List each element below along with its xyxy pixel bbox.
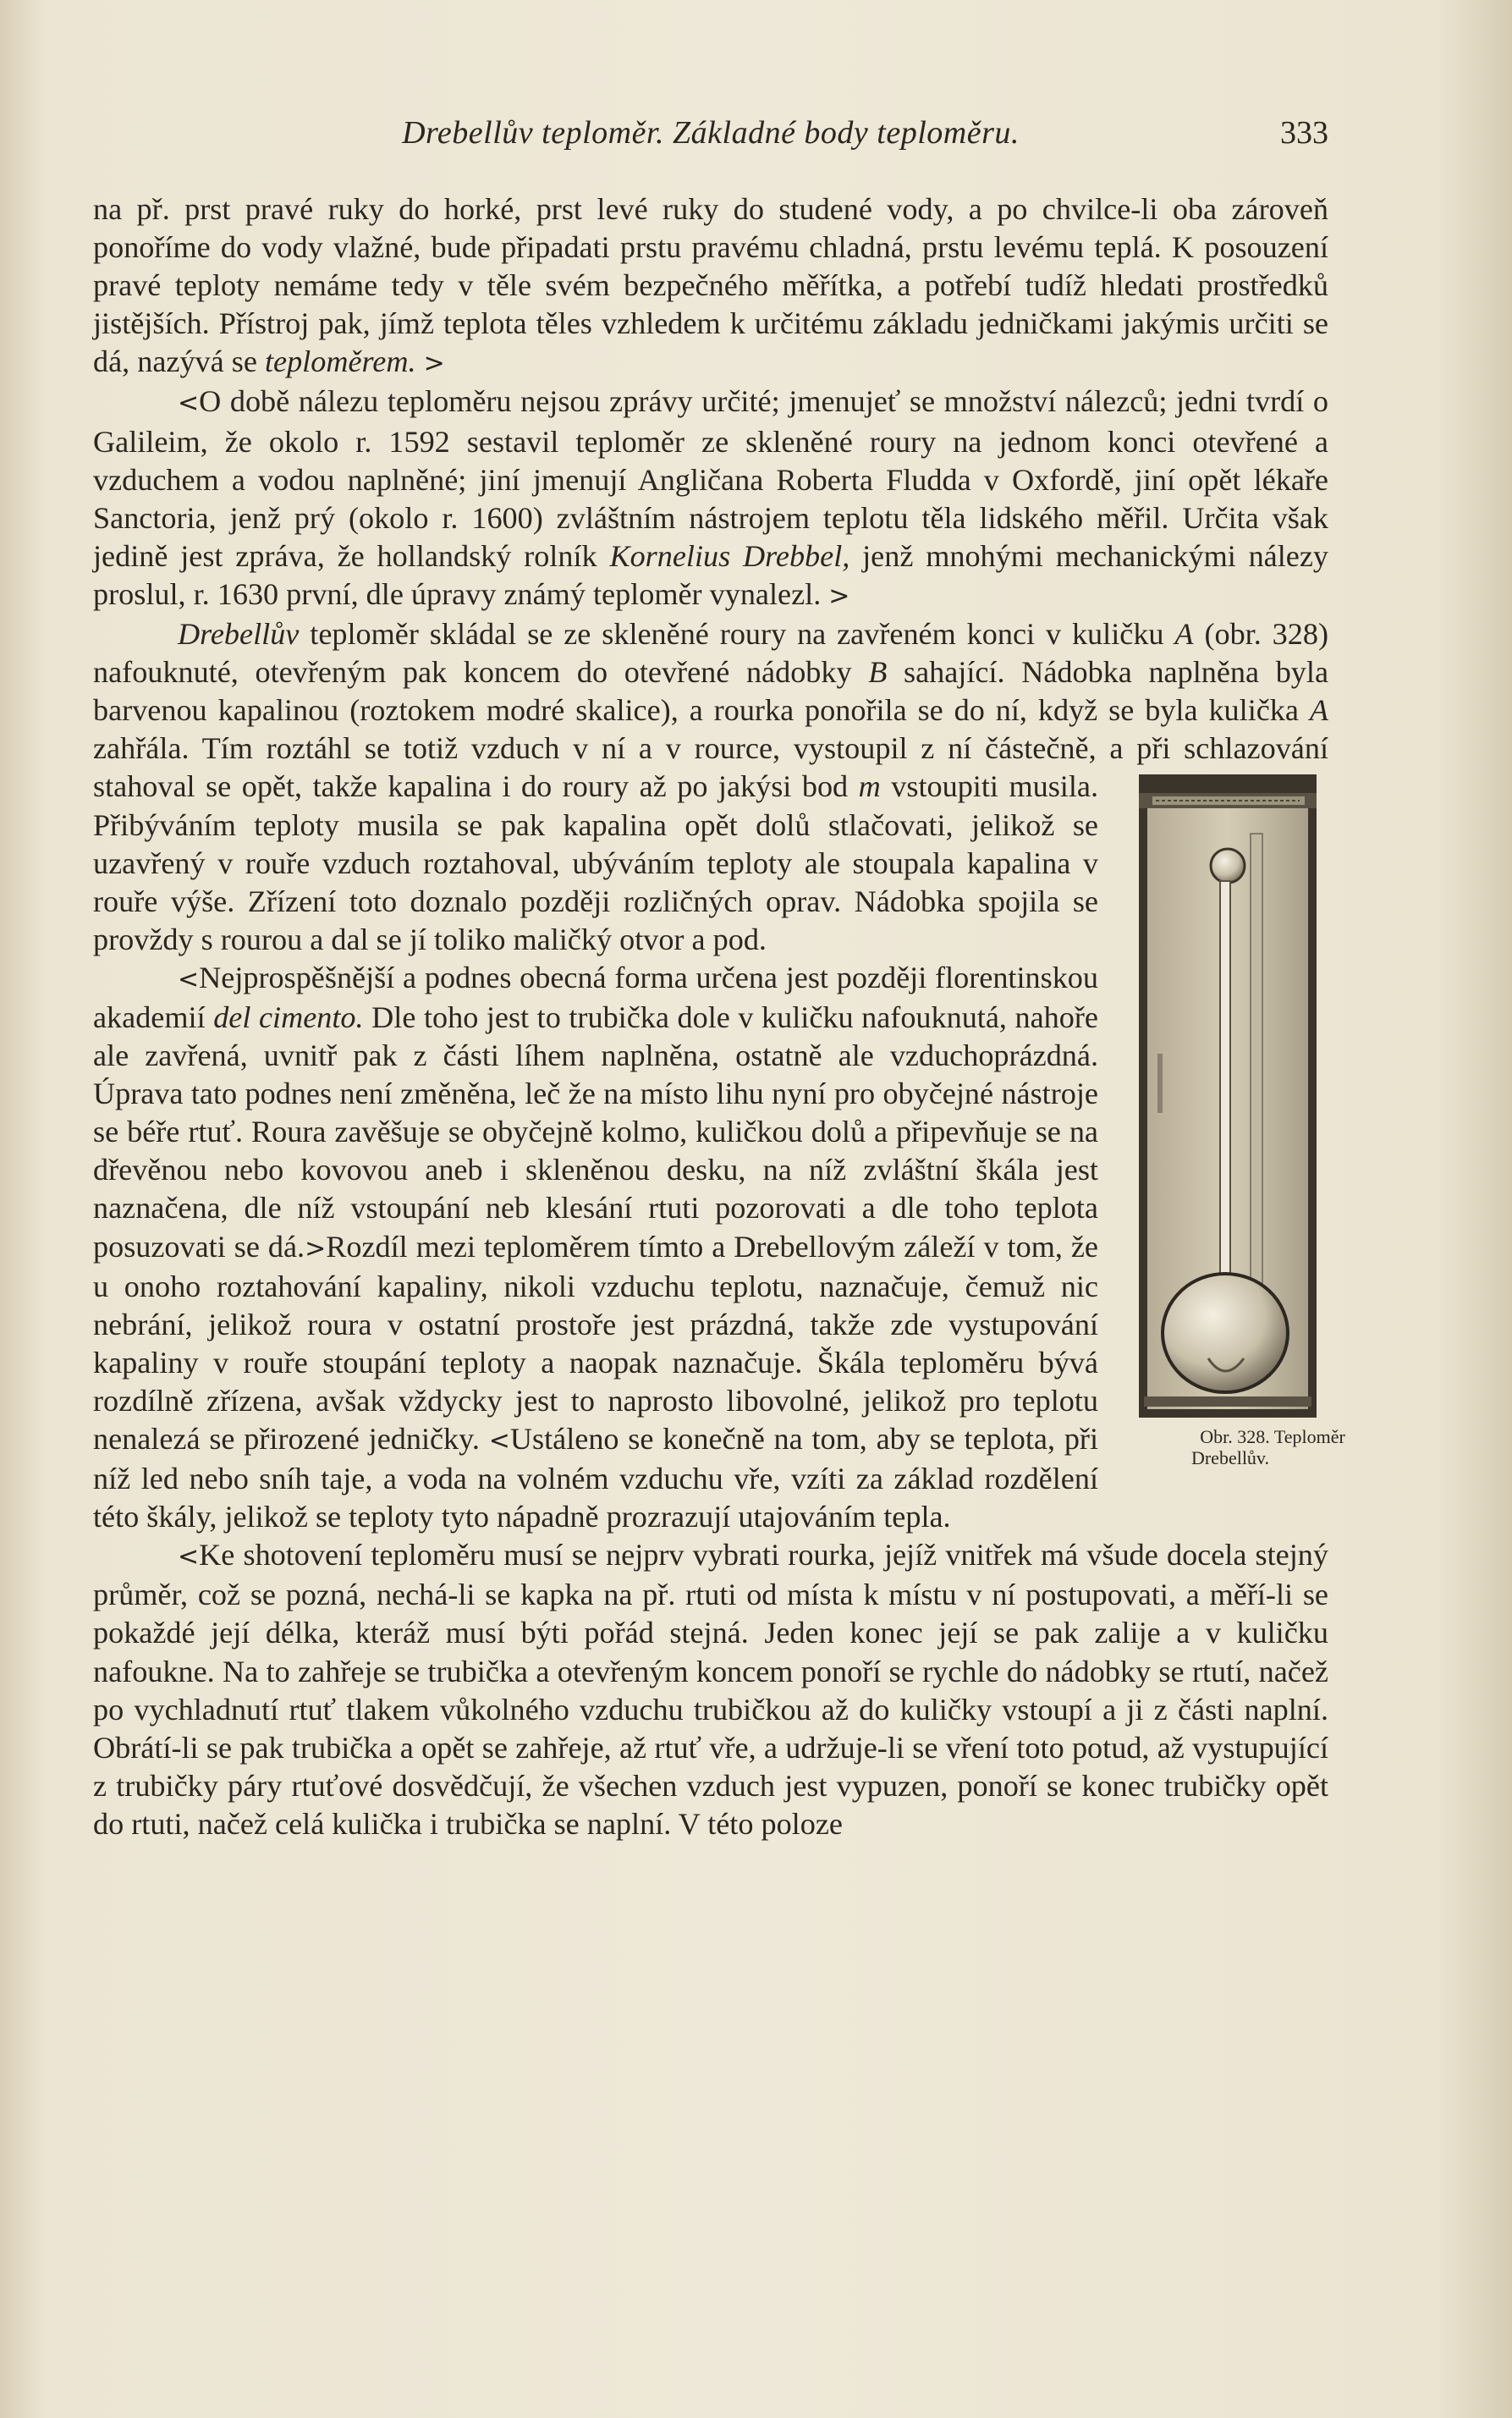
label-b: B <box>868 655 888 690</box>
figure-caption: Obr. 328. Teploměr Drebellův. <box>1190 1426 1345 1469</box>
open-mark: < <box>178 388 200 419</box>
paragraph-3-a: teploměr skládal se ze skleněné roury na zavřeném konci v kuličku <box>310 617 1164 652</box>
body-text <box>93 190 1345 1843</box>
thermometer-illustration <box>1132 774 1328 1418</box>
close-mark-2: > <box>828 581 850 611</box>
paragraph-2-text: O době nálezu teploměru nejsou zprávy určité; jmenujeť se množství nálezců; jedni tvrdí o Galileim, že okolo r. 1592 sestavil teploměr ze skleněné roury na jednom konci otevřené a vzduchem a vodou naplněné; jiní jmenují Angličana Roberta Fludda v Oxfordě, jiní opět lékaře Sanctoria, jenž prý (okolo r. 1600) zvláštním nástrojem teplotu těla lidského měřil. Určita však jedině jest zpráva, že hollandský rolník <box>93 384 1328 573</box>
term-teplomer: teploměrem. <box>264 344 416 379</box>
paragraph-4-c: Rozdíl mezi teploměrem tímto a Drebellovým záleží v tom, že u onoho roztahování kapaliny, nikoli vzduchu teplotu, naznačuje, čemuž nic nebrání, jelikož roura v ostatní prostoře jest prázdná, takže zde vystupování kapaliny v rouře stoupání teploty a naopak naznačuje. Škála teploměru bývá rozdílně zřízena, avšak vždycky jest to naprosto libovolné, jelikož pro teplotu nenalezá se přirozené jedničky. <box>93 1229 1098 1456</box>
base <box>1144 1396 1311 1407</box>
paragraph-2 <box>93 383 1328 615</box>
name-drebbel: Kornelius Drebbel, <box>609 538 850 573</box>
label-a: A <box>1174 617 1194 652</box>
paragraph-5 <box>93 1536 1328 1843</box>
paragraph-1-text: na př. prst pravé ruky do horké, prst levé ruky do studené vody, a po chvilce-li oba zároveň ponoříme do vody vlažné, bude připadati prstu pravému chladná, prstu levému teplá. K posouzení pravé teploty nemáme tedy v těle svém bezpečného měřítka, a potřebí tudíž hledati prostředků jistějších. Přístroj pak, jímž teplota těles vzhledem k určitému základu jedničkami jakýmis určiti se dá, nazývá se <box>93 192 1328 379</box>
point-m: m <box>858 769 881 804</box>
paragraph-1 <box>93 190 1328 383</box>
paragraph-5-text: Ke shotovení teploměru musí se nejprv vybrati rourka, jejíž vnitřek má všude docela stejný průměr, což se pozná, nechá-li se kapka na př. rtuti od místa k místu v ní postupovati, a měří-li se pokaždé její délka, kteráž musí býti pořád stejná. Jeden konec její se pak zalije a v kuličku nafoukne. Na to zahřeje se trubička a otevřeným koncem ponoří se rychle do nádobky se rtutí, načež po vychladnutí rtuť tlakem vůkolného vzduchu trubičkou až do kuličky vstoupí a ji z části naplní. Obrátí-li se pak trubička a opět se zahřeje, až rtuť vře, a udržuje-li se vření toto potud, až vystupující z trubičky páry rtuťové dosvědčují, že všechen vzduch jest vypuzen, ponoří se konec trubičky opět do rtuti, načež celá kulička i trubička se naplní. V této poloze <box>93 1538 1328 1841</box>
vessel-b <box>1163 1274 1288 1392</box>
term-drebelluv: Drebellův <box>178 617 300 652</box>
paragraph-2-end: jenž mnohými mechanickými nálezy proslul, r. 1630 první, dle úpravy známý teploměr vynalezl. <box>93 538 1329 611</box>
page-header <box>93 114 1328 165</box>
upper-bulb <box>1211 849 1245 883</box>
figure-thermometer <box>1132 774 1328 1418</box>
open-mark-3: < <box>488 1426 510 1456</box>
paragraph-3-b: (obr. 328) nafouknuté, otevřeným pak koncem do otevřené nádobky <box>93 617 1329 690</box>
open-mark-4: < <box>178 1542 200 1573</box>
scale-strip <box>1251 834 1262 1308</box>
term-del-cimento: del cimento. <box>213 1000 364 1034</box>
close-mark-3: > <box>305 1233 327 1264</box>
open-mark-2: < <box>178 964 200 994</box>
paragraph-3-e: vstoupiti musila. Přibýváním teploty musila se pak kapalina opět dolů stlačovati, jelikož se uzavřený v rouře vzduch roztahoval, ubýváním teploty ale stoupala kapalina v rouře výše. Zřízení toto doznalo později rozličných oprav. Nádobka spojila se provždy s rourou a dal se jí toliko maličký otvor a pod. <box>93 769 1099 956</box>
page-number: 333 <box>1280 115 1328 151</box>
paragraph-4-a: Nejprospěšnější a podnes obecná forma určena jest později florentinskou akademií <box>93 960 1098 1034</box>
paragraph-3-d: zahřála. Tím roztáhl se totiž vzduch v ní a v rource, vystoupil z ní částečně, a při schlazování stahoval se opět, takže kapalina i do roury až po jakýsi bod <box>93 731 1328 804</box>
paragraph-4-b: Dle toho jest to trubička dole v kuličku nafouknutá, nahoře ale zavřená, uvnitř pak z části líhem naplněna, ostatně ale vzduchoprázdná. Úprava tato podnes není změněna, leč že na místo lihu nyní pro obyčejné nástroje se béře rtuť. Roura zavěšuje se obyčejně kolmo, kuličkou dolů a připevňuje se na dřevěnou nebo kovovou aneb i skleněnou desku, na níž zvláštní škála jest naznačena, dle níž vstoupání neb klesání rtuti pozorovati a dle toho teplota posuzovati se dá. <box>93 1000 1098 1264</box>
side-mark <box>1157 1054 1163 1113</box>
close-mark: > <box>423 349 445 379</box>
glass-tube <box>1220 881 1230 1279</box>
label-a-2: A <box>1309 693 1329 728</box>
running-title: Drebellův teploměr. Základné body teploměru. <box>402 115 1020 151</box>
paragraph-3-c: sahající. Nádobka naplněna byla barvenou kapalinou (roztokem modré skalice), a rourka ponořila se do ní, když se byla kulička <box>93 655 1329 728</box>
paragraph-4-d: Ustáleno se konečně na tom, aby se teplota, při níž led nebo sníh taje, a voda na volném vzduchu vře, vzíti za základ rozdělení této škály, jelikož se teploty tyto nápadně prozrazují utajováním tepla. <box>93 1422 1099 1534</box>
